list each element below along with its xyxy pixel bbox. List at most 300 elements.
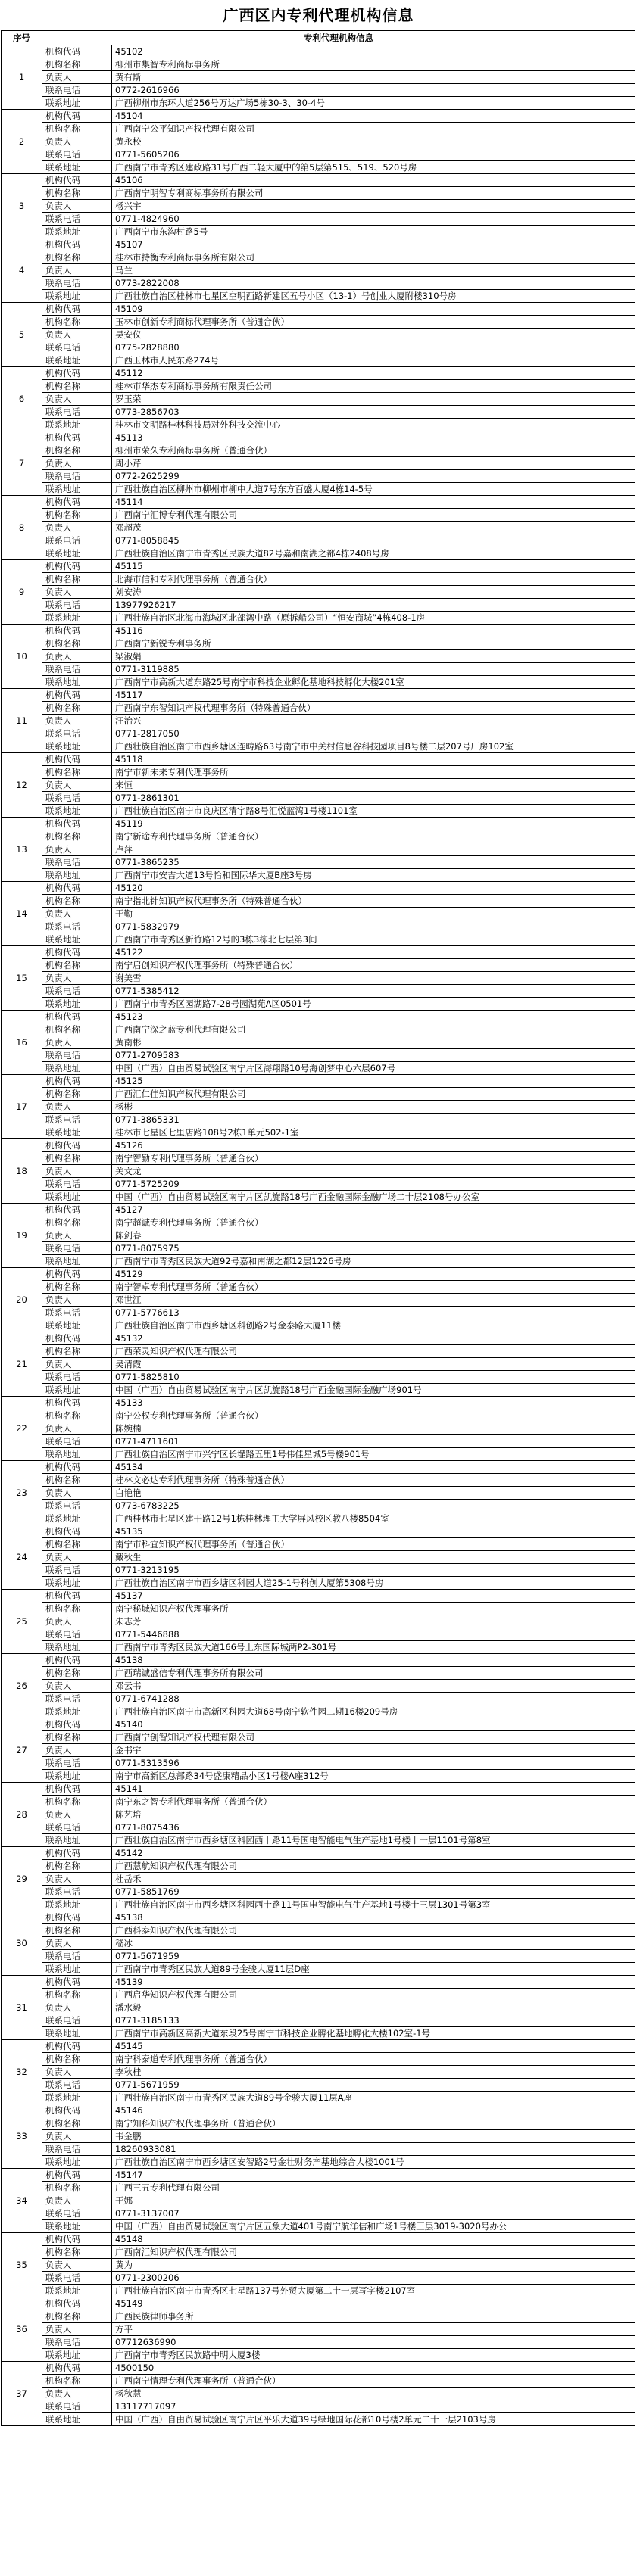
agency-number: 30 [2, 1911, 42, 1976]
field-label-phone: 联系电话 [42, 920, 112, 933]
field-label-person: 负责人 [42, 1937, 112, 1950]
agency-number: 35 [2, 2233, 42, 2297]
field-label-person: 负责人 [42, 1551, 112, 1564]
field-label-phone: 联系电话 [42, 534, 112, 547]
table-row [2, 1075, 635, 1088]
field-label-person: 负责人 [42, 71, 112, 84]
agency-number: 24 [2, 1525, 42, 1590]
field-value-person: 潘水毅 [112, 2001, 635, 2014]
agency-number: 21 [2, 1332, 42, 1397]
table-row [2, 303, 635, 316]
table-row [2, 1924, 635, 1937]
agency-number: 34 [2, 2169, 42, 2233]
table-row [2, 637, 635, 650]
table-row [2, 1165, 635, 1178]
field-label-phone: 联系电话 [42, 1564, 112, 1577]
field-value-address: 广西南宁市青秀区民族大道92号嘉和南湖之都12层1226号房 [112, 1255, 635, 1268]
field-label-address: 联系地址 [42, 1126, 112, 1139]
table-row [2, 2027, 635, 2040]
field-value-phone: 0771-3185133 [112, 2014, 635, 2027]
table-row [2, 818, 635, 830]
table-row [2, 702, 635, 715]
table-row [2, 908, 635, 920]
table-row [2, 2066, 635, 2079]
field-value-address: 广西南宁市高新区高新大道东段25号南宁市科技企业孵化基地孵化大楼102室-1号 [112, 2027, 635, 2040]
field-value-name: 南宁指北针知识产权代理事务所（特殊普通合伙） [112, 895, 635, 908]
table-row [2, 1654, 635, 1667]
field-value-phone: 0771-5832979 [112, 920, 635, 933]
field-value-address: 广西壮族自治区南宁市西乡塘区科园西十路11号国电智能电气生产基地1号楼十一层1101号第8室 [112, 1834, 635, 1847]
field-value-name: 柳州市荣久专利商标事务所（普通合伙） [112, 444, 635, 457]
table-row [2, 1705, 635, 1718]
field-label-address: 联系地址 [42, 1319, 112, 1332]
field-label-code: 机构代码 [42, 431, 112, 444]
field-label-phone: 联系电话 [42, 2336, 112, 2349]
field-value-address: 广西壮族自治区南宁市兴宁区长堽路五里1号伟佳星城5号楼901号 [112, 1448, 635, 1461]
field-label-person: 负责人 [42, 843, 112, 856]
field-value-phone: 0771-5776613 [112, 1307, 635, 1319]
agency-number: 32 [2, 2040, 42, 2104]
table-row [2, 830, 635, 843]
field-label-person: 负责人 [42, 1101, 112, 1114]
field-label-code: 机构代码 [42, 1911, 112, 1924]
field-value-phone: 0771-2300206 [112, 2272, 635, 2285]
field-value-person: 梁淑娟 [112, 650, 635, 663]
table-row [2, 2207, 635, 2220]
table-row [2, 2349, 635, 2362]
field-value-code: 45127 [112, 1204, 635, 1216]
table-row [2, 1551, 635, 1564]
field-label-person: 负责人 [42, 715, 112, 727]
agency-number: 26 [2, 1654, 42, 1718]
field-value-person: 黄有斯 [112, 71, 635, 84]
field-label-code: 机构代码 [42, 367, 112, 380]
field-value-address: 广西壮族自治区南宁市高新区科园大道68号南宁软件园二期16楼209号房 [112, 1705, 635, 1718]
agency-table [1, 30, 635, 2426]
table-row [2, 1770, 635, 1783]
table-row [2, 148, 635, 161]
table-row [2, 1718, 635, 1731]
field-label-code: 机构代码 [42, 2233, 112, 2246]
field-value-name: 广西启华知识产权代理有限公司 [112, 1989, 635, 2001]
field-value-person: 邓超茂 [112, 522, 635, 534]
field-label-address: 联系地址 [42, 226, 112, 238]
field-label-name: 机构名称 [42, 1989, 112, 2001]
field-value-person: 马兰 [112, 264, 635, 277]
field-value-code: 45145 [112, 2040, 635, 2053]
field-value-code: 45142 [112, 1847, 635, 1860]
table-row [2, 2053, 635, 2066]
field-value-name: 广西慧航知识产权代理有限公司 [112, 1860, 635, 1873]
table-row [2, 2040, 635, 2053]
table-row [2, 290, 635, 303]
field-value-name: 南宁公权专利代理事务所（普通合伙） [112, 1409, 635, 1422]
field-value-phone: 0771-3213195 [112, 1564, 635, 1577]
field-label-phone: 联系电话 [42, 2079, 112, 2092]
field-label-address: 联系地址 [42, 1191, 112, 1204]
page-title: 广西区内专利代理机构信息 [223, 6, 414, 24]
field-label-person: 负责人 [42, 135, 112, 148]
field-value-name: 广西汇仁佳知识产权代理有限公司 [112, 1088, 635, 1101]
field-value-phone: 0771-5385412 [112, 985, 635, 998]
table-row [2, 1294, 635, 1307]
field-label-person: 负责人 [42, 457, 112, 470]
table-row [2, 779, 635, 792]
field-label-phone: 联系电话 [42, 856, 112, 869]
field-value-address: 广西桂林市七星区建干路12号1栋桂林理工大学屏风校区教八楼8504室 [112, 1512, 635, 1525]
field-value-name: 南宁市科宜知识产权代理事务所（普通合伙） [112, 1538, 635, 1551]
table-row [2, 586, 635, 599]
field-label-phone: 联系电话 [42, 1693, 112, 1705]
field-label-code: 机构代码 [42, 1461, 112, 1474]
table-row [2, 213, 635, 226]
field-label-name: 机构名称 [42, 1345, 112, 1358]
field-label-name: 机构名称 [42, 251, 112, 264]
table-row [2, 920, 635, 933]
field-value-address: 广西壮族自治区南宁市良庆区清宇路8号汇悦蓝湾1号楼1101室 [112, 805, 635, 818]
field-value-person: 韦金鹏 [112, 2130, 635, 2143]
table-row [2, 187, 635, 200]
field-label-address: 联系地址 [42, 1705, 112, 1718]
field-value-code: 45132 [112, 1332, 635, 1345]
field-label-code: 机构代码 [42, 818, 112, 830]
field-label-address: 联系地址 [42, 676, 112, 689]
field-value-name: 南宁知科知识产权代理事务所（普通合伙） [112, 2117, 635, 2130]
agency-number: 22 [2, 1397, 42, 1461]
field-value-phone: 0772-2625299 [112, 470, 635, 483]
table-row [2, 985, 635, 998]
field-value-person: 戴秋生 [112, 1551, 635, 1564]
field-value-name: 南宁智卓专利代理事务所（普通合伙） [112, 1281, 635, 1294]
table-row [2, 406, 635, 419]
field-value-name: 广西南汇知识产权代理有限公司 [112, 2246, 635, 2259]
table-row [2, 2169, 635, 2182]
field-value-phone: 0771-5725209 [112, 1178, 635, 1191]
field-value-name: 广西南宁深之蓝专利代理有限公司 [112, 1023, 635, 1036]
field-value-phone: 07712636990 [112, 2336, 635, 2349]
table-row [2, 1049, 635, 1062]
table-row [2, 1796, 635, 1808]
field-value-person: 朱志芳 [112, 1615, 635, 1628]
field-label-name: 机构名称 [42, 1538, 112, 1551]
field-label-name: 机构名称 [42, 316, 112, 329]
table-row [2, 1422, 635, 1435]
field-label-code: 机构代码 [42, 1204, 112, 1216]
table-row [2, 2092, 635, 2104]
field-value-person: 白艳艳 [112, 1487, 635, 1500]
table-header-row [2, 31, 635, 45]
table-row [2, 1384, 635, 1397]
field-value-phone: 0771-4711601 [112, 1435, 635, 1448]
field-label-address: 联系地址 [42, 998, 112, 1011]
field-value-phone: 0771-6741288 [112, 1693, 635, 1705]
field-label-address: 联系地址 [42, 2027, 112, 2040]
table-row [2, 1860, 635, 1873]
table-row [2, 882, 635, 895]
field-label-person: 负责人 [42, 650, 112, 663]
field-label-phone: 联系电话 [42, 1500, 112, 1512]
field-label-phone: 联系电话 [42, 599, 112, 612]
field-value-code: 45102 [112, 45, 635, 58]
table-row [2, 1062, 635, 1075]
field-value-code: 45123 [112, 1011, 635, 1023]
field-label-phone: 联系电话 [42, 84, 112, 97]
table-row [2, 573, 635, 586]
table-row [2, 1950, 635, 1963]
field-value-phone: 13117717097 [112, 2400, 635, 2413]
table-row [2, 2400, 635, 2413]
field-value-person: 杨彬 [112, 1101, 635, 1114]
table-row [2, 1873, 635, 1886]
field-label-address: 联系地址 [42, 419, 112, 431]
field-label-name: 机构名称 [42, 573, 112, 586]
table-row [2, 1603, 635, 1615]
field-value-name: 桂林文必达专利代理事务所（特殊普通合伙） [112, 1474, 635, 1487]
table-row [2, 1808, 635, 1821]
field-value-address: 广西壮族自治区南宁市西乡塘区科园西十路11号国电智能电气生产基地1号楼十三层1301号第3室 [112, 1899, 635, 1911]
table-row [2, 2194, 635, 2207]
table-row [2, 1397, 635, 1409]
table-row [2, 560, 635, 573]
table-row [2, 1821, 635, 1834]
table-row [2, 1847, 635, 1860]
table-row [2, 1886, 635, 1899]
field-label-address: 联系地址 [42, 805, 112, 818]
table-row [2, 1474, 635, 1487]
field-label-name: 机构名称 [42, 2310, 112, 2323]
table-row [2, 2272, 635, 2285]
table-row [2, 2413, 635, 2426]
field-label-phone: 联系电话 [42, 2400, 112, 2413]
field-label-name: 机构名称 [42, 1152, 112, 1165]
agency-number: 31 [2, 1976, 42, 2040]
agency-number: 2 [2, 110, 42, 174]
table-row [2, 226, 635, 238]
field-value-address: 桂林市文明路桂林科技局对外科技交流中心 [112, 419, 635, 431]
field-label-address: 联系地址 [42, 1577, 112, 1590]
field-value-name: 桂林市持衡专利商标事务所有限公司 [112, 251, 635, 264]
field-value-name: 广西民族律师事务所 [112, 2310, 635, 2323]
field-label-name: 机构名称 [42, 895, 112, 908]
table-row [2, 805, 635, 818]
table-row [2, 58, 635, 71]
field-label-person: 负责人 [42, 1744, 112, 1757]
field-label-address: 联系地址 [42, 1641, 112, 1654]
field-value-name: 广西南宁创智知识产权代理有限公司 [112, 1731, 635, 1744]
field-label-address: 联系地址 [42, 612, 112, 625]
table-row [2, 264, 635, 277]
table-row [2, 2014, 635, 2027]
table-row [2, 2079, 635, 2092]
field-label-phone: 联系电话 [42, 1114, 112, 1126]
header-no: 序号 [2, 31, 42, 45]
field-label-phone: 联系电话 [42, 1435, 112, 1448]
field-value-name: 广西南宁东智知识产权代理事务所（特殊普通合伙） [112, 702, 635, 715]
table-row [2, 1937, 635, 1950]
field-label-code: 机构代码 [42, 303, 112, 316]
table-row [2, 1500, 635, 1512]
field-value-phone: 0771-5671959 [112, 1950, 635, 1963]
table-row [2, 753, 635, 766]
table-row [2, 959, 635, 972]
field-label-name: 机构名称 [42, 1281, 112, 1294]
field-label-address: 联系地址 [42, 740, 112, 753]
table-row [2, 663, 635, 676]
field-label-name: 机构名称 [42, 1860, 112, 1873]
table-row [2, 174, 635, 187]
field-value-person: 方平 [112, 2323, 635, 2336]
table-row [2, 1989, 635, 2001]
agency-number: 11 [2, 689, 42, 753]
table-row [2, 238, 635, 251]
field-label-address: 联系地址 [42, 1899, 112, 1911]
table-row [2, 2375, 635, 2388]
field-value-person: 杜岳禾 [112, 1873, 635, 1886]
table-row [2, 1152, 635, 1165]
field-label-code: 机构代码 [42, 1075, 112, 1088]
table-row [2, 1667, 635, 1680]
field-value-code: 45125 [112, 1075, 635, 1088]
table-row [2, 2336, 635, 2349]
field-label-code: 机构代码 [42, 1268, 112, 1281]
field-label-person: 负责人 [42, 972, 112, 985]
field-label-name: 机构名称 [42, 1474, 112, 1487]
field-value-person: 吴清霞 [112, 1358, 635, 1371]
field-label-code: 机构代码 [42, 1332, 112, 1345]
field-label-address: 联系地址 [42, 933, 112, 946]
table-row [2, 2233, 635, 2246]
table-row [2, 45, 635, 58]
field-value-name: 南宁超诚专利代理事务所（普通合伙） [112, 1216, 635, 1229]
table-row [2, 1114, 635, 1126]
field-value-name: 南宁东之智专利代理事务所（普通合伙） [112, 1796, 635, 1808]
table-row [2, 1525, 635, 1538]
field-value-code: 45114 [112, 496, 635, 509]
table-row [2, 1371, 635, 1384]
field-value-person: 周小芹 [112, 457, 635, 470]
field-label-phone: 联系电话 [42, 1821, 112, 1834]
field-label-name: 机构名称 [42, 1023, 112, 1036]
agency-number: 28 [2, 1783, 42, 1847]
table-row [2, 1036, 635, 1049]
table-row [2, 740, 635, 753]
field-value-code: 45112 [112, 367, 635, 380]
table-row [2, 2156, 635, 2169]
field-label-name: 机构名称 [42, 702, 112, 715]
field-value-address: 广西壮族自治区南宁市青秀区民族大道82号嘉和南湖之都4栋2408号房 [112, 547, 635, 560]
field-label-person: 负责人 [42, 779, 112, 792]
field-value-code: 45149 [112, 2297, 635, 2310]
field-value-address: 中国（广西）自由贸易试验区南宁片区平乐大道39号绿地国际花都10号楼2单元二十一层2103号房 [112, 2413, 635, 2426]
field-label-name: 机构名称 [42, 766, 112, 779]
field-label-address: 联系地址 [42, 2413, 112, 2426]
table-row [2, 431, 635, 444]
table-row [2, 251, 635, 264]
field-label-phone: 联系电话 [42, 1757, 112, 1770]
field-value-address: 广西南宁市高新大道东路25号南宁市科技企业孵化基地科技孵化大楼201室 [112, 676, 635, 689]
field-value-name: 北海市信和专利代理事务所（普通合伙） [112, 573, 635, 586]
table-row [2, 1628, 635, 1641]
table-row [2, 998, 635, 1011]
agency-number: 15 [2, 946, 42, 1011]
field-value-phone: 0771-2817050 [112, 727, 635, 740]
table-row [2, 496, 635, 509]
table-row [2, 612, 635, 625]
field-value-name: 南宁市新未来专利代理事务所 [112, 766, 635, 779]
field-label-person: 负责人 [42, 2066, 112, 2079]
agency-number: 14 [2, 882, 42, 946]
table-row [2, 1255, 635, 1268]
field-value-code: 45126 [112, 1139, 635, 1152]
field-label-name: 机构名称 [42, 1409, 112, 1422]
agency-number: 23 [2, 1461, 42, 1525]
table-row [2, 2246, 635, 2259]
field-value-address: 中国（广西）自由贸易试验区南宁片区凯旋路18号广西金融国际金融广场二十层2108号办公室 [112, 1191, 635, 1204]
table-row [2, 2388, 635, 2400]
table-row [2, 1011, 635, 1023]
table-row [2, 1731, 635, 1744]
field-value-phone: 0771-4824960 [112, 213, 635, 226]
field-label-phone: 联系电话 [42, 1950, 112, 1963]
table-row [2, 895, 635, 908]
table-row [2, 1963, 635, 1976]
field-label-phone: 联系电话 [42, 1307, 112, 1319]
field-label-person: 负责人 [42, 1487, 112, 1500]
field-label-name: 机构名称 [42, 2246, 112, 2259]
field-value-phone: 0771-5446888 [112, 1628, 635, 1641]
field-label-code: 机构代码 [42, 1525, 112, 1538]
agency-number: 19 [2, 1204, 42, 1268]
field-value-phone: 0771-3119885 [112, 663, 635, 676]
field-value-person: 杨兴宇 [112, 200, 635, 213]
field-label-name: 机构名称 [42, 1667, 112, 1680]
table-row [2, 2362, 635, 2375]
field-value-address: 广西南宁市东沟村路5号 [112, 226, 635, 238]
field-label-address: 联系地址 [42, 2156, 112, 2169]
field-label-person: 负责人 [42, 1229, 112, 1242]
field-value-name: 广西南宁公平知识产权代理有限公司 [112, 123, 635, 135]
table-row [2, 1641, 635, 1654]
table-row [2, 2220, 635, 2233]
field-label-person: 负责人 [42, 1036, 112, 1049]
field-value-person: 陈婉楠 [112, 1422, 635, 1435]
table-row [2, 972, 635, 985]
field-label-code: 机构代码 [42, 45, 112, 58]
field-label-name: 机构名称 [42, 123, 112, 135]
field-value-phone: 0771-3865235 [112, 856, 635, 869]
field-value-person: 黄永校 [112, 135, 635, 148]
field-label-phone: 联系电话 [42, 2143, 112, 2156]
field-value-phone: 0771-3137007 [112, 2207, 635, 2220]
field-value-person: 杨秋慧 [112, 2388, 635, 2400]
table-row [2, 71, 635, 84]
field-value-address: 广西壮族自治区南宁市西乡塘区安智路2号金壮财务产基地综合大楼1001号 [112, 2156, 635, 2169]
field-value-code: 45139 [112, 1976, 635, 1989]
field-label-phone: 联系电话 [42, 727, 112, 740]
field-value-code: 4500150 [112, 2362, 635, 2375]
table-row [2, 1191, 635, 1204]
field-label-person: 负责人 [42, 264, 112, 277]
field-label-phone: 联系电话 [42, 792, 112, 805]
table-row [2, 1126, 635, 1139]
table-row [2, 1693, 635, 1705]
table-row [2, 135, 635, 148]
field-value-person: 陈艺培 [112, 1808, 635, 1821]
field-value-address: 广西壮族自治区桂林市七星区空明西路新建区五号小区（13-1）号创业大厦附楼310号房 [112, 290, 635, 303]
field-value-person: 李秋桂 [112, 2066, 635, 2079]
field-value-person: 罗玉荣 [112, 393, 635, 406]
field-value-name: 南宁科泰道专利代理事务所（普通合伙） [112, 2053, 635, 2066]
